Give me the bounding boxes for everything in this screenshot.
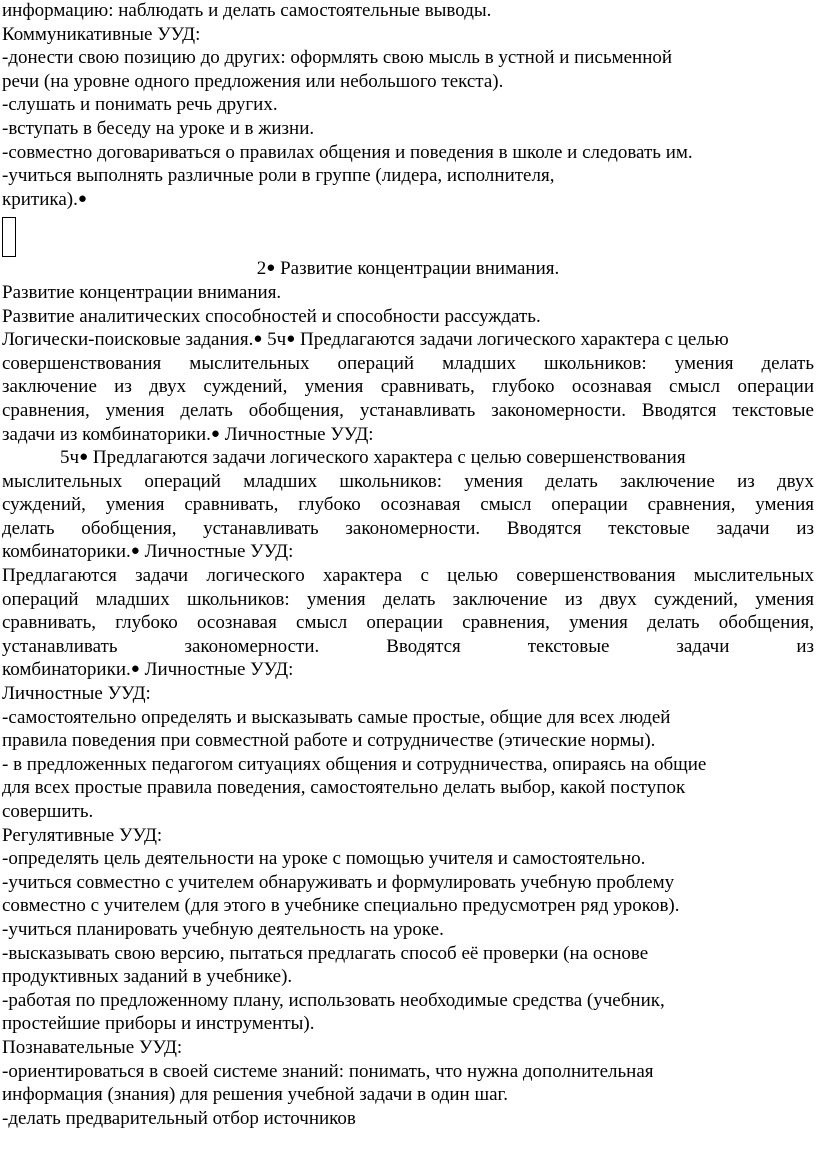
bullet-icon: ● [79, 449, 89, 466]
text-fragment: Личностные УУД: [139, 541, 294, 563]
text-line: устанавливать закономерности. Вводятся текстовые задачи из [2, 635, 814, 657]
text-line: -ориентироваться в своей системе знаний: понимать, что нужна дополнительная [2, 1060, 654, 1082]
text-fragment: задачи из комбинаторики. [2, 423, 211, 445]
text-line: делать обобщения, устанавливать закономерности. Вводятся текстовые задачи из [2, 517, 814, 539]
bullet-icon: ● [266, 260, 276, 277]
text-line: -вступать в беседу на уроке и в жизни. [2, 117, 315, 139]
text-line: -совместно договариваться о правилах общения и поведения в школе и следовать им. [2, 141, 693, 163]
text-line: операций младших школьников: умения делать заключение из двух суждений, умения [2, 588, 814, 610]
text-fragment: комбинаторики. [2, 541, 131, 563]
bullet-icon: ● [253, 331, 263, 348]
text-fragment: 5ч [262, 329, 287, 351]
section-heading-personal: Личностные УУД: [2, 683, 151, 705]
text-line: информацию: наблюдать и делать самостоятельные выводы. [2, 0, 492, 21]
text-line: Предлагаются задачи логического характера с целью совершенствования мыслительных [2, 565, 814, 587]
text-line: -делать предварительный отбор источников [2, 1107, 356, 1129]
text-line: сравнивать, глубоко осознавая смысл операции сравнения, умения делать обобщения, [2, 612, 814, 634]
bullet-icon: ● [130, 661, 140, 678]
bullet-icon: ● [286, 331, 296, 348]
empty-frame [2, 217, 16, 257]
text-line: Развитие концентрации внимания. [2, 281, 282, 303]
section-title [2, 257, 814, 281]
bullet-icon: ● [210, 425, 220, 442]
text-line [2, 188, 814, 212]
section-number: 2 [256, 258, 267, 280]
text-line [2, 540, 814, 564]
text-line: -работая по предложенному плану, использовать необходимые средства (учебник, [2, 989, 665, 1011]
text-line: простейшие приборы и инструменты). [2, 1013, 315, 1035]
text-line: -слушать и понимать речь других. [2, 94, 278, 116]
text-fragment: Предлагаются задачи логического характера с целью совершенствования [88, 447, 686, 469]
text-line: совершенствования мыслительных операций младших школьников: умения делать [2, 352, 814, 374]
text-line [2, 423, 814, 447]
text-line: для всех простые правила поведения, самостоятельно делать выбор, какой поступок [2, 777, 686, 799]
text-line: -донести свою позицию до других: оформлять свою мысль в устной и письменной [2, 47, 673, 69]
text-line: суждений, умения сравнивать, глубоко осознавая смысл операции сравнения, умения [2, 494, 814, 516]
text-line: речи (на уровне одного предложения или небольшого текста). [2, 70, 504, 92]
text-fragment: Личностные УУД: [219, 423, 374, 445]
text-line: -учиться планировать учебную деятельность на уроке. [2, 918, 444, 940]
bullet-icon: ● [130, 543, 140, 560]
text-line [2, 658, 814, 682]
text-line [2, 328, 814, 352]
section-title-text: Развитие концентрации внимания. [275, 258, 560, 280]
text-line: правила поведения при совместной работе и сотрудничестве (этические нормы). [2, 730, 656, 752]
text-line: заключение из двух суждений, умения сравнивать, глубоко осознавая смысл операции [2, 376, 814, 398]
text-line: сравнения, умения делать обобщения, устанавливать закономерности. Вводятся текстовые [2, 399, 814, 421]
text-fragment: Предлагаются задачи логического характера с целью [295, 329, 729, 351]
text-line: -учиться совместно с учителем обнаруживать и формулировать учебную проблему [2, 871, 675, 893]
text-fragment: 5ч [60, 447, 80, 469]
text-line: совершить. [2, 801, 94, 822]
text-line: -самостоятельно определять и высказывать самые простые, общие для всех людей [2, 706, 671, 728]
section-heading-communicative: Коммуникативные УУД: [2, 23, 201, 45]
section-heading-regulatory: Регулятивные УУД: [2, 824, 163, 846]
text-line: - в предложенных педагогом ситуациях общения и сотрудничества, опираясь на общие [2, 753, 707, 775]
bullet-icon: ● [77, 190, 87, 207]
text-fragment: критика). [2, 188, 78, 210]
document-page [2, 0, 814, 1130]
text-fragment: Логически-поисковые задания. [2, 329, 254, 351]
text-line: -учиться выполнять различные роли в группе (лидера, исполнителя, [2, 165, 555, 187]
text-line: продуктивных заданий в учебнике). [2, 966, 293, 988]
text-line: информация (знания) для решения учебной задачи в один шаг. [2, 1084, 508, 1106]
text-line: мыслительных операций младших школьников: умения делать заключение из двух [2, 470, 814, 492]
text-line [2, 446, 814, 470]
text-line: Развитие аналитических способностей и способности рассуждать. [2, 305, 541, 327]
text-line: -высказывать свою версию, пытаться предлагать способ её проверки (на основе [2, 942, 649, 964]
text-line: совместно с учителем (для этого в учебнике специально предусмотрен ряд уроков). [2, 895, 680, 917]
text-fragment: Личностные УУД: [139, 659, 294, 681]
section-heading-cognitive: Познавательные УУД: [2, 1036, 183, 1058]
text-fragment: комбинаторики. [2, 659, 131, 681]
text-line: -определять цель деятельности на уроке с помощью учителя и самостоятельно. [2, 848, 646, 870]
empty-frame-row [2, 211, 814, 257]
